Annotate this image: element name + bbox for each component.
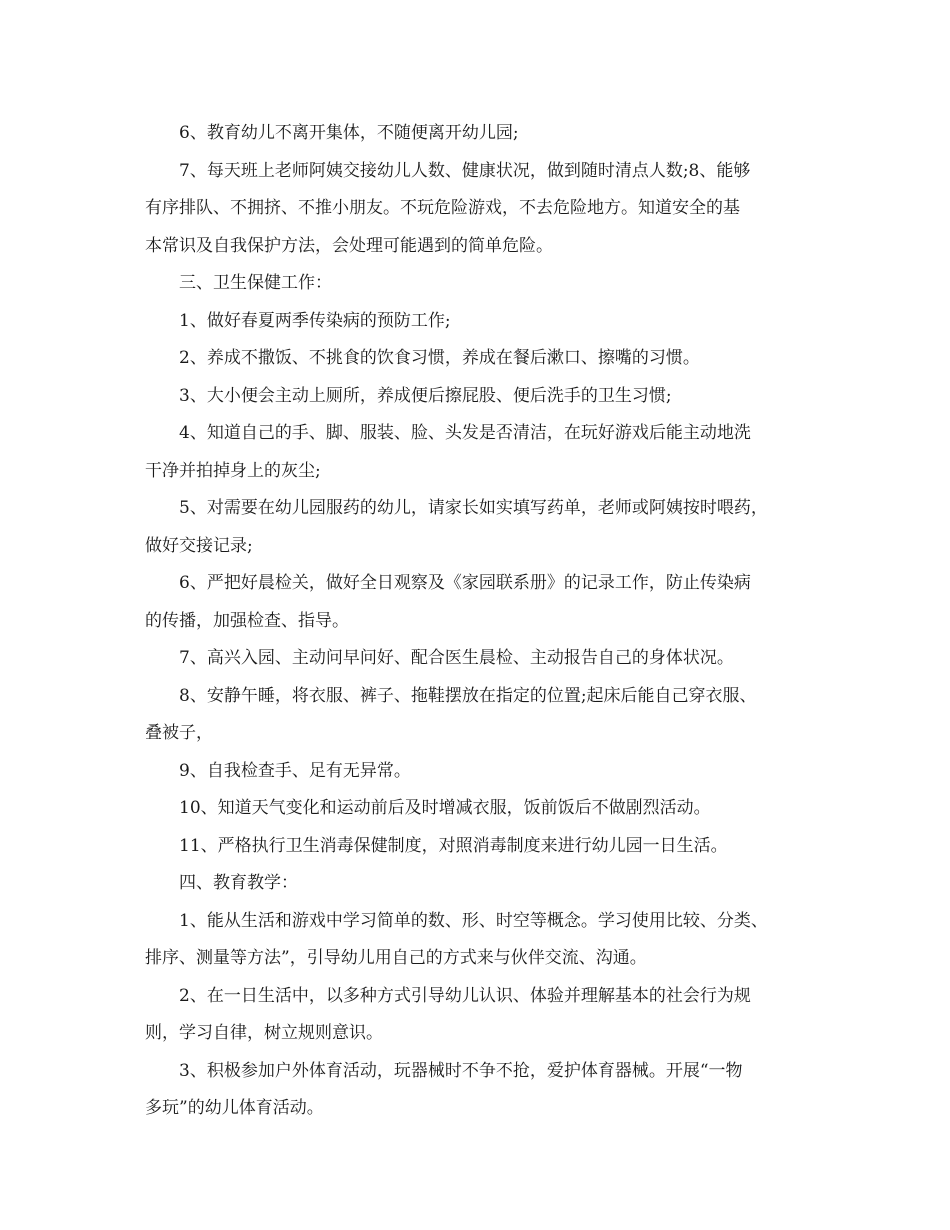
paragraph-line: 11、严格执行卫生消毒保健制度，对照消毒制度来进行幼儿园一日生活。 [179,835,728,856]
paragraph-line: 6、严把好晨检关，做好全日观察及《家园联系册》的记录工作，防止传染病 [179,573,751,593]
paragraph-line: 1、做好春夏两季传染病的预防工作; [179,310,451,331]
paragraph-line: 9、自我检查手、足有无异常。 [179,760,411,781]
paragraph-line: 干净并拍掉身上的灰尘; [145,460,321,481]
paragraph-line: 的传播，加强检查、指导。 [145,610,349,631]
paragraph-line: 10、知道天气变化和运动前后及时增减衣服，饭前饭后不做剧烈活动。 [179,798,711,818]
paragraph-line: 多玩”的幼儿体育活动。 [145,1098,324,1118]
paragraph-line: 有序排队、不拥挤、不推小朋友。不玩危险游戏，不去危险地方。知道安全的基 [145,198,740,218]
paragraph-line: 5、对需要在幼儿园服药的幼儿，请家长如实填写药单，老师或阿姨按时喂药， [179,498,768,518]
section-heading: 三、卫生保健工作： [179,273,332,293]
document-body [145,115,815,1128]
paragraph-line: 7、每天班上老师阿姨交接幼儿人数、健康状况，做到随时清点人数;8、能够 [179,160,751,181]
section-heading: 四、教育教学： [179,873,298,893]
paragraph-line: 叠被子， [145,723,213,743]
paragraph-line: 做好交接记录; [145,535,253,556]
paragraph-line: 8、安静午睡，将衣服、裤子、拖鞋摆放在指定的位置;起床后能自己穿衣服、 [179,685,757,706]
paragraph-line: 2、在一日生活中，以多种方式引导幼儿认识、体验并理解基本的社会行为规 [179,985,751,1006]
paragraph-line: 2、养成不撒饭、不挑食的饮食习惯，养成在餐后漱口、擦嘴的习惯。 [179,348,700,368]
paragraph-line: 本常识及自我保护方法，会处理可能遇到的简单危险。 [145,235,553,256]
paragraph-line: 则，学习自律，树立规则意识。 [145,1023,383,1043]
paragraph-line: 1、能从生活和游戏中学习简单的数、形、时空等概念。学习使用比较、分类、 [179,910,768,931]
paragraph-line: 7、高兴入园、主动问早问好、配合医生晨检、主动报告自己的身体状况。 [179,648,734,668]
paragraph-line: 3、大小便会主动上厕所，养成便后擦屁股、便后洗手的卫生习惯; [179,385,672,406]
paragraph-line: 4、知道自己的手、脚、服装、脸、头发是否清洁，在玩好游戏后能主动地洗 [179,423,751,443]
paragraph-line: 3、积极参加户外体育活动，玩器械时不争不抢，爱护体育器械。开展“一物 [179,1060,743,1081]
paragraph-line: 排序、测量等方法”，引导幼儿用自己的方式来与伙伴交流、沟通。 [145,948,647,968]
paragraph-line: 6、教育幼儿不离开集体，不随便离开幼儿园; [179,123,519,143]
